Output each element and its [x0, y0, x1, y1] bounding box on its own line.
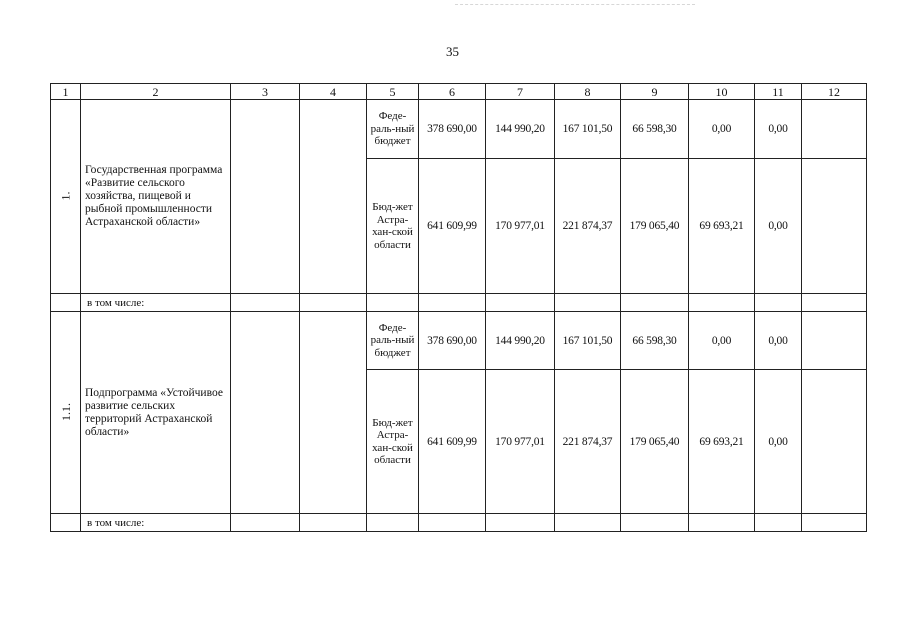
value-cell: 179 065,40	[621, 370, 689, 514]
subtotal-label: в том числе:	[81, 294, 231, 312]
funding-source: Феде-раль-ный бюджет	[367, 100, 419, 159]
value-cell: 144 990,20	[486, 100, 555, 159]
value-cell: 0,00	[755, 159, 802, 294]
empty-cell	[231, 514, 300, 532]
page-number: 35	[446, 44, 459, 59]
empty-cell	[689, 514, 755, 532]
empty-cell	[419, 514, 486, 532]
value-cell: 144 990,20	[486, 312, 555, 370]
column-header: 2	[81, 84, 231, 100]
empty-cell	[367, 294, 419, 312]
table-row	[51, 100, 867, 159]
empty-cell	[555, 294, 621, 312]
funding-source: Феде-раль-ный бюджет	[367, 312, 419, 370]
empty-cell	[555, 514, 621, 532]
empty-cell	[231, 100, 300, 294]
table-row	[51, 294, 867, 312]
budget-table	[50, 83, 867, 532]
value-cell: 0,00	[689, 312, 755, 370]
funding-source: Бюд-жет Астра-хан-ской области	[367, 159, 419, 294]
column-header: 4	[300, 84, 367, 100]
column-header: 11	[755, 84, 802, 100]
column-header: 9	[621, 84, 689, 100]
funding-source: Бюд-жет Астра-хан-ской области	[367, 370, 419, 514]
value-cell: 66 598,30	[621, 312, 689, 370]
empty-cell	[621, 514, 689, 532]
column-header: 8	[555, 84, 621, 100]
empty-cell	[689, 294, 755, 312]
column-header: 1	[51, 84, 81, 100]
value-cell	[802, 100, 867, 159]
table-row	[51, 312, 867, 370]
value-cell: 0,00	[755, 100, 802, 159]
value-cell	[802, 370, 867, 514]
column-header: 7	[486, 84, 555, 100]
value-cell: 641 609,99	[419, 370, 486, 514]
column-header: 3	[231, 84, 300, 100]
empty-cell	[300, 514, 367, 532]
column-header: 12	[802, 84, 867, 100]
value-cell: 641 609,99	[419, 159, 486, 294]
empty-cell	[367, 514, 419, 532]
empty-cell	[486, 514, 555, 532]
program-name: Государственная программа «Развитие сельского хозяйства, пищевой и рыбной промышленности Астраханской области»	[81, 100, 231, 294]
value-cell: 170 977,01	[486, 159, 555, 294]
row-number-cell	[51, 100, 81, 294]
value-cell: 167 101,50	[555, 100, 621, 159]
empty-cell	[802, 514, 867, 532]
value-cell: 221 874,37	[555, 370, 621, 514]
empty-cell	[755, 294, 802, 312]
empty-cell	[755, 514, 802, 532]
column-number-row	[51, 84, 867, 100]
scan-artifact	[455, 4, 695, 9]
empty-cell	[300, 100, 367, 294]
table-row	[51, 514, 867, 532]
subtotal-label: в том числе:	[81, 514, 231, 532]
empty-cell	[300, 294, 367, 312]
row-number-cell	[51, 312, 81, 514]
empty-cell	[621, 294, 689, 312]
value-cell: 0,00	[755, 312, 802, 370]
value-cell: 378 690,00	[419, 100, 486, 159]
row-number: 1.1.	[58, 403, 73, 421]
value-cell: 0,00	[755, 370, 802, 514]
value-cell: 221 874,37	[555, 159, 621, 294]
value-cell	[802, 159, 867, 294]
empty-cell	[51, 514, 81, 532]
value-cell: 69 693,21	[689, 370, 755, 514]
value-cell: 179 065,40	[621, 159, 689, 294]
empty-cell	[51, 294, 81, 312]
empty-cell	[486, 294, 555, 312]
empty-cell	[300, 312, 367, 514]
value-cell: 378 690,00	[419, 312, 486, 370]
empty-cell	[802, 294, 867, 312]
empty-cell	[419, 294, 486, 312]
column-header: 5	[367, 84, 419, 100]
program-name: Подпрограмма «Устойчивое развитие сельских территорий Астраханской области»	[81, 312, 231, 514]
column-header: 6	[419, 84, 486, 100]
value-cell: 0,00	[689, 100, 755, 159]
column-header: 10	[689, 84, 755, 100]
value-cell: 167 101,50	[555, 312, 621, 370]
row-number: 1.	[58, 191, 73, 201]
empty-cell	[231, 312, 300, 514]
value-cell: 66 598,30	[621, 100, 689, 159]
value-cell: 170 977,01	[486, 370, 555, 514]
value-cell: 69 693,21	[689, 159, 755, 294]
empty-cell	[231, 294, 300, 312]
value-cell	[802, 312, 867, 370]
